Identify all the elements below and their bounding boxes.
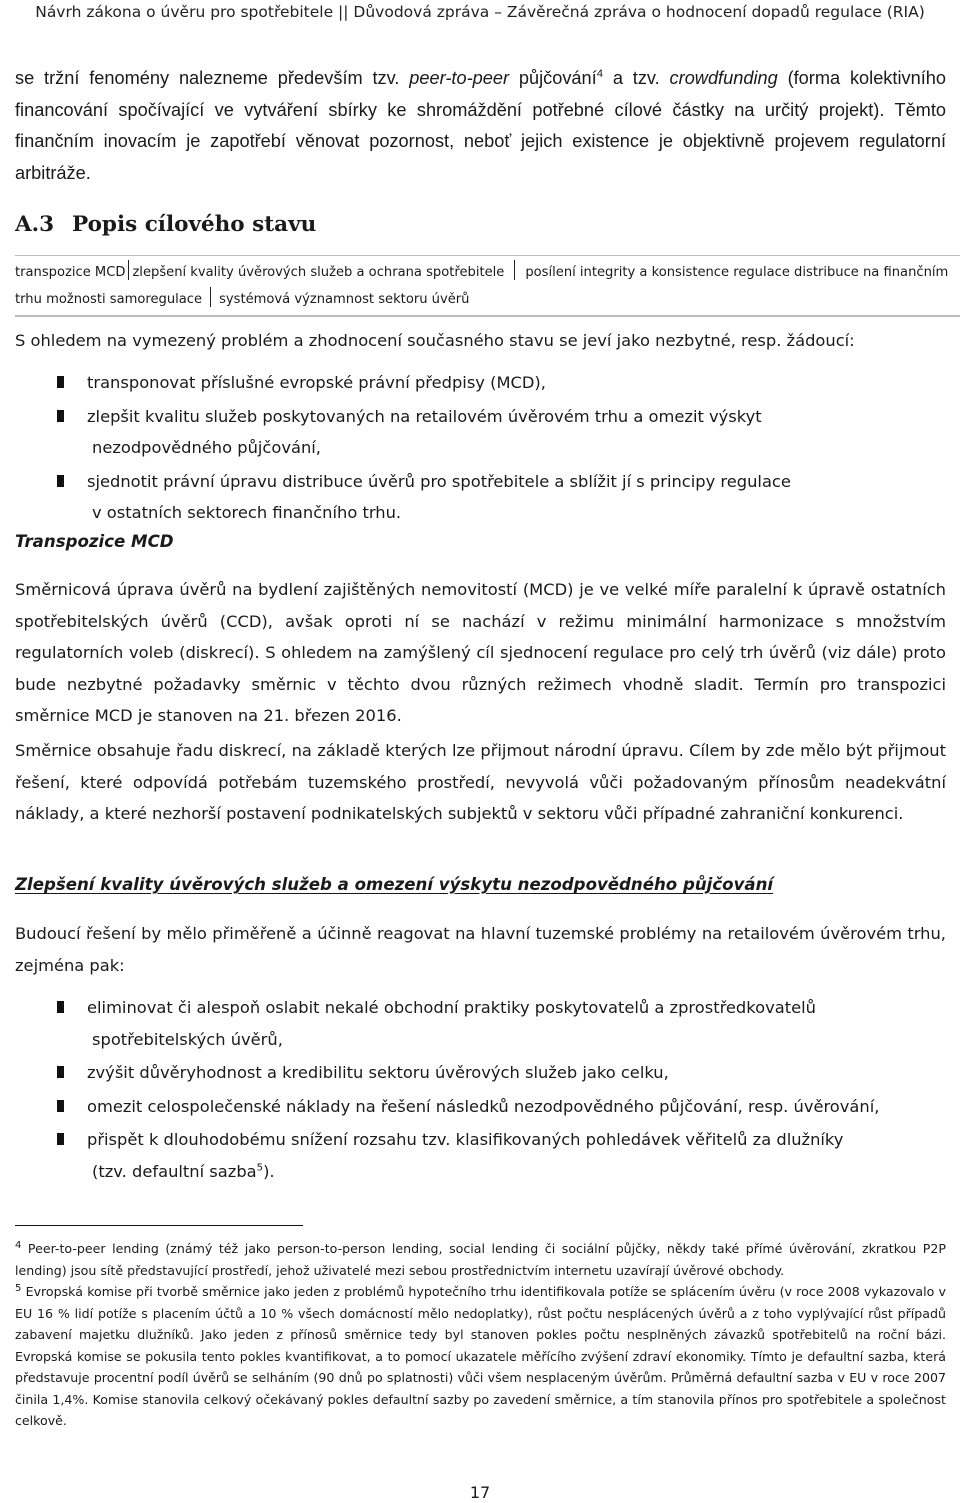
subheading-transpozice: Transpozice MCD xyxy=(15,532,174,551)
keyword: transpozice MCD xyxy=(15,265,126,280)
list-item: zvýšit důvěryhodnost a kredibilitu sektoru úvěrových služeb jako celku, xyxy=(15,1057,946,1089)
lead-paragraph: S ohledem na vymezený problém a zhodnocení současného stavu se jeví jako nezbytné, resp. žádoucí: xyxy=(15,331,855,350)
footnotes xyxy=(15,1238,946,1432)
list-item: sjednotit právní úpravu distribuce úvěrů pro spotřebitele a sblížit jí s principy regulace v ostatních sektorech finančního trhu. xyxy=(15,466,946,529)
keyword: možnosti samoregulace xyxy=(46,292,203,307)
section-number: A.3 xyxy=(15,212,55,237)
footnote-ref-4[interactable]: 4 xyxy=(596,67,603,80)
list-item: omezit celospolečenské náklady na řešení následků nezodpovědného půjčování, resp. úvěrování, xyxy=(15,1091,946,1123)
problems-list xyxy=(15,992,946,1188)
intro-paragraph: se tržní fenomény nalezneme především tzv. peer-to-peer půjčování$^4$ a tzv. crowdfunding (forma kolektivního financování spočívající ve vytváření sbírky ke shromáždění potřebné cílové částky na určitý projekt). Těmto finančním inovacím je zapotřebí věnovat pozornost, neboť jejich existence je objektivně projevem regulatorní arbitráže. xyxy=(15,67,946,183)
keyword: zlepšení kvality úvěrových služeb a ochrana spotřebitele xyxy=(132,265,505,280)
running-header xyxy=(0,0,960,31)
subheading-zlepseni: Zlepšení kvality úvěrových služeb a omezení výskytu nezodpovědného půjčování xyxy=(15,875,774,894)
term-peer-to-peer: peer-to-peer xyxy=(409,68,510,88)
list-item: eliminovat či alespoň oslabit nekalé obchodní praktiky poskytovatelů a zprostředkovatelů spotřebitelských úvěrů, xyxy=(15,992,946,1055)
keyword: systémová významnost sektoru úvěrů xyxy=(219,292,470,307)
goals-list xyxy=(15,367,946,529)
section-heading xyxy=(15,212,946,237)
paragraph: Směrnicová úprava úvěrů na bydlení zajištěných nemovitostí (MCD) je ve velké míře paralelní k úpravě ostatních spotřebitelských úvěrů (CCD), avšak oproti ní se nachází v režimu minimální harmonizace s množstvím regulatorních voleb (diskrecí). S ohledem na zamýšlený cíl sjednocení regulace pro celý trh úvěrů (viz dále) proto bude nezbytné požadavky směrnic v těchto dvou různých režimech vhodně sladit. Termín pro transpozici směrnice MCD je stanoven na 21. březen 2016. xyxy=(15,580,946,726)
term-crowdfunding: crowdfunding xyxy=(669,68,778,88)
footnote-5: $^5$ Evropská komise při tvorbě směrnice jako jeden z problémů hypotečního trhu identifikovala potíže se splácením úvěru (v roce 2008 vykazovalo v EU 16 % lidí potíže s placením účtů a 10 % všech domácností mělo nedoplatky), růst počtu nesplácených úvěrů a z toho vyplývající růst případů zabavení majetku dlužníků. Jako jeden z přínosů směrnice tedy byl stanoven pokles počtu nesplněných závazků spotřebitelů na roční bázi. Evropská komise se pokusila tento pokles kvantifikovat, a to pomocí ukazatele měřícího zvýšení zdraví ekonomiky. Tímto je defaultní sazba, která představuje procentní podíl úvěrů se selháním (90 dnů po splatnosti) vůči všem nesplaceným úvěrům. Průměrná defaultní sazba v EU v roce 2007 činila 1,4%. Komise stanovila celkový očekávaný pokles defaultní sazby po zavedení směrnice, a tím stanovila přínos pro spotřebitele a společnost celkově. xyxy=(15,1282,946,1428)
list-item: zlepšit kvalitu služeb poskytovaných na retailovém úvěrovém trhu a omezit výskyt nezodpovědného půjčování, xyxy=(15,401,946,464)
keyword: posílení integrity a konsistence regulace distribuce na finančním trhu xyxy=(15,265,949,307)
section-title: Popis cílového stavu xyxy=(72,212,317,237)
page-number: 17 xyxy=(469,1483,491,1502)
paragraph: Směrnice obsahuje řadu diskrecí, na základě kterých lze přijmout národní úpravu. Cílem by zde mělo být přijmout řešení, které odpovídá potřebám tuzemského prostředí, nevyvolá vůči požadovaným přínosům neadekvátní náklady, a které nezhorší postavení podnikatelských subjektů v sektoru vůči případné zahraniční konkurenci. xyxy=(15,741,946,824)
list-item: transponovat příslušné evropské právní předpisy (MCD), xyxy=(15,367,946,399)
running-header-text: Návrh zákona o úvěru pro spotřebitele || Důvodová zpráva – Závěrečná zpráva o hodnocení dopadů regulace (RIA) xyxy=(35,3,925,21)
list-item: přispět k dlouhodobému snížení rozsahu tzv. klasifikovaných pohledávek věřitelů za dlužníky (tzv. defaultní sazba$^5$). xyxy=(15,1124,946,1187)
footnote-ref-5[interactable]: 5 xyxy=(256,1162,264,1174)
footnote-separator xyxy=(15,1225,303,1226)
paragraph: Budoucí řešení by mělo přiměřeně a účinně reagovat na hlavní tuzemské problémy na retailovém úvěrovém trhu, zejména pak: xyxy=(15,924,946,975)
keyword-box xyxy=(15,255,960,317)
footnote-4: $^4$ Peer-to-peer lending (známý též jako person-to-person lending, social lending či sociální půjčky, někdy také přímé úvěrování, zkratkou P2P lending) jsou sítě představující prostředí, jehož uživatelé mezi sebou prostřednictvím internetu uzavírají úvěrové obchody. xyxy=(15,1239,946,1278)
